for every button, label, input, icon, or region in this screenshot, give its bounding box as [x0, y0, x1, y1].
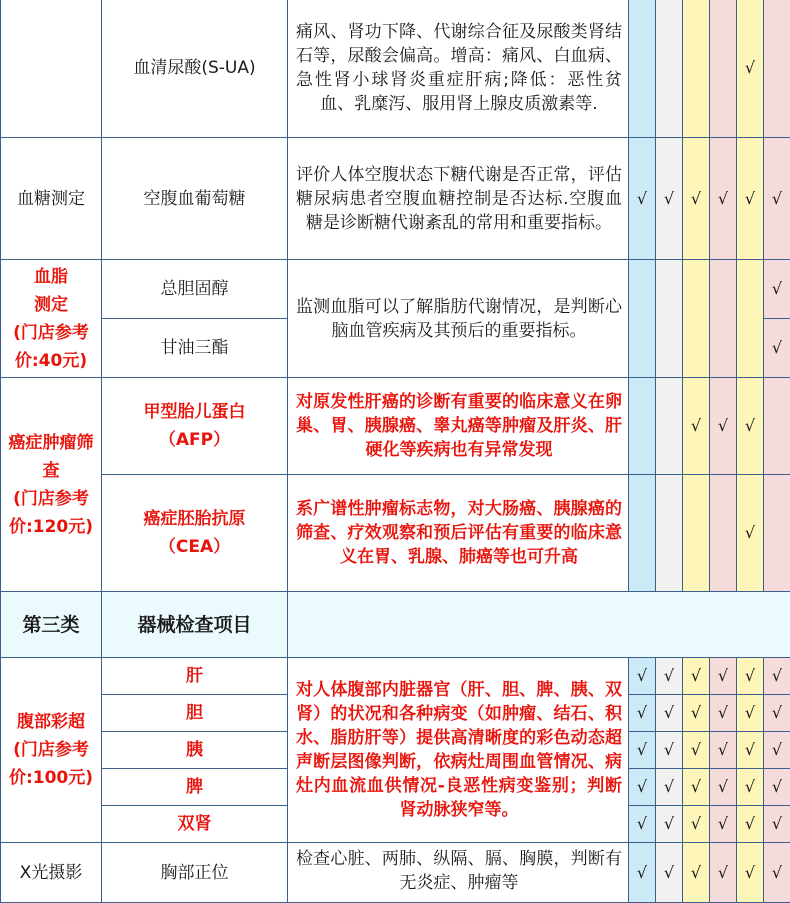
check-mark: √	[629, 732, 656, 769]
item-cell: 肝	[102, 658, 288, 695]
category-cell: X光摄影	[1, 843, 102, 903]
check-mark: √	[629, 769, 656, 806]
check-mark: √	[656, 806, 683, 843]
check-mark: √	[683, 769, 710, 806]
check-mark: √	[764, 806, 790, 843]
check-mark: √	[710, 732, 737, 769]
check-mark: √	[629, 658, 656, 695]
row-glucose	[1, 138, 790, 260]
row-xray	[1, 843, 790, 903]
item-cell: 空腹血葡萄糖	[102, 138, 288, 260]
category-cell-empty	[1, 0, 102, 138]
check-mark: √	[737, 695, 764, 732]
check-mark: √	[764, 658, 790, 695]
section-title: 器械检查项目	[102, 592, 288, 658]
description-cell: 系广谱性肿瘤标志物，对大肠癌、胰腺癌的筛查、疗效观察和预后评估有重要的临床意义在胃、乳腺、肺癌等也可升高	[288, 475, 629, 592]
check-mark: √	[737, 843, 764, 903]
check-mark: √	[764, 769, 790, 806]
check-mark: √	[710, 843, 737, 903]
check-mark: √	[710, 806, 737, 843]
item-cell: 血清尿酸(S-UA)	[102, 0, 288, 138]
check-mark: √	[629, 695, 656, 732]
check-mark: √	[683, 378, 710, 475]
item-cell: 双肾	[102, 806, 288, 843]
check-mark: √	[764, 843, 790, 903]
check-mark: √	[764, 138, 790, 260]
check-mark: √	[710, 138, 737, 260]
check-mark: √	[656, 695, 683, 732]
category-cell: 腹部彩超 (门店参考价:100元)	[1, 658, 102, 843]
check-mark: √	[737, 769, 764, 806]
category-cell: 血糖测定	[1, 138, 102, 260]
check-mark: √	[656, 843, 683, 903]
row-lipid-1	[1, 260, 790, 319]
check-mark: √	[629, 806, 656, 843]
check-mark: √	[683, 843, 710, 903]
check-mark: √	[710, 695, 737, 732]
check-mark: √	[737, 658, 764, 695]
item-cell: 胰	[102, 732, 288, 769]
description-cell: 检查心脏、两肺、纵隔、膈、胸膜，判断有无炎症、肿瘤等	[288, 843, 629, 903]
item-cell: 胸部正位	[102, 843, 288, 903]
item-cell: 总胆固醇	[102, 260, 288, 319]
check-mark: √	[737, 806, 764, 843]
check-mark: √	[710, 378, 737, 475]
check-mark: √	[629, 138, 656, 260]
check-mark: √	[737, 138, 764, 260]
row-uric-acid	[1, 0, 790, 138]
check-mark: √	[683, 732, 710, 769]
check-mark: √	[764, 319, 790, 378]
item-cell: 甘油三酯	[102, 319, 288, 378]
category-cell: 血脂 测定 (门店参考价:40元)	[1, 260, 102, 378]
check-mark: √	[710, 658, 737, 695]
category-cell: 癌症肿瘤筛查 (门店参考价:120元)	[1, 378, 102, 592]
item-cell: 胆	[102, 695, 288, 732]
check-mark: √	[737, 475, 764, 592]
check-mark: √	[656, 769, 683, 806]
description-cell: 对原发性肝癌的诊断有重要的临床意义在卵巢、胃、胰腺癌、睾丸癌等肿瘤及肝炎、肝硬化等疾病也有异常发现	[288, 378, 629, 475]
section-header	[1, 592, 790, 658]
check-mark: √	[656, 658, 683, 695]
check-mark: √	[737, 732, 764, 769]
section-label: 第三类	[1, 592, 102, 658]
check-mark: √	[683, 806, 710, 843]
description-cell: 对人体腹部内脏器官（肝、胆、脾、胰、双肾）的状况和各种病变（如肿瘤、结石、积水、脂肪肝等）提供高清晰度的彩色动态超声断层图像判断，依病灶周围血管情况、病灶内血流血供情况-良恶性病变鉴别；判断肾动脉狭窄等。	[288, 658, 629, 843]
check-mark: √	[683, 695, 710, 732]
check-mark: √	[710, 769, 737, 806]
check-mark: √	[683, 658, 710, 695]
check-mark: √	[656, 138, 683, 260]
check-mark: √	[764, 695, 790, 732]
check-mark: √	[737, 378, 764, 475]
description-cell: 监测血脂可以了解脂肪代谢情况，是判断心脑血管疾病及其预后的重要指标。	[288, 260, 629, 378]
description-cell: 痛风、肾功下降、代谢综合征及尿酸类肾结石等，尿酸会偏高。增高：痛风、白血病、急性肾小球肾炎重症肝病;降低：恶性贫血、乳糜泻、服用肾上腺皮质激素等.	[288, 0, 629, 138]
check-mark: √	[629, 843, 656, 903]
row-cancer-cea	[1, 475, 790, 592]
check-mark: √	[764, 732, 790, 769]
description-cell: 评价人体空腹状态下糖代谢是否正常，评估糖尿病患者空腹血糖控制是否达标.空腹血糖是诊断糖代谢紊乱的常用和重要指标。	[288, 138, 629, 260]
row-cancer-afp	[1, 378, 790, 475]
item-cell: 甲型胎儿蛋白 （AFP）	[102, 378, 288, 475]
check-mark: √	[683, 138, 710, 260]
check-mark: √	[737, 0, 764, 138]
row-ultrasound-liver	[1, 658, 790, 695]
item-cell: 脾	[102, 769, 288, 806]
item-cell: 癌症胚胎抗原 （CEA）	[102, 475, 288, 592]
check-mark: √	[764, 260, 790, 319]
check-mark: √	[656, 732, 683, 769]
